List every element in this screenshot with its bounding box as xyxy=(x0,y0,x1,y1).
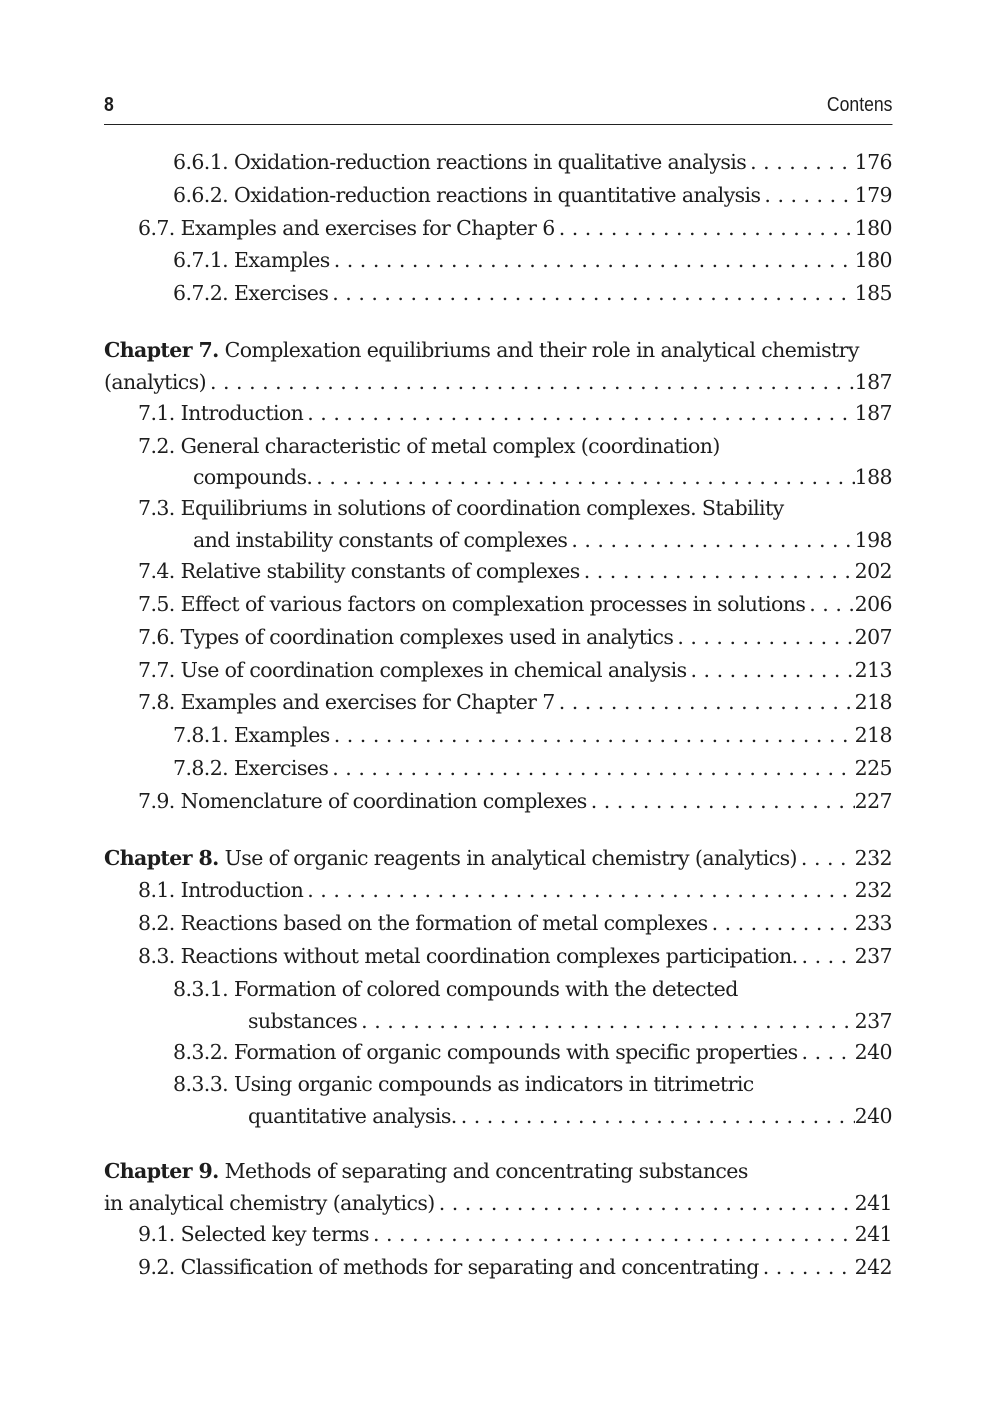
toc-chapter-entry[interactable] xyxy=(104,334,892,397)
entry-title: 7.7. Use of coordination complexes in chemical analysis xyxy=(138,657,687,682)
page-ref: 237 xyxy=(854,1008,892,1033)
dot-leader xyxy=(328,277,854,310)
entry-title: 7.5. Effect of various factors on complexation processes in solutions xyxy=(138,591,806,616)
dot-leader xyxy=(708,907,855,940)
toc-line xyxy=(104,1251,892,1284)
dot-leader xyxy=(587,785,855,818)
dot-leader xyxy=(369,1218,855,1251)
toc-line xyxy=(104,1006,892,1036)
toc-entry[interactable] xyxy=(104,430,892,493)
toc-entry[interactable] xyxy=(104,654,892,687)
toc-line xyxy=(104,525,892,555)
toc-line xyxy=(104,1101,892,1131)
dot-leader xyxy=(457,1101,855,1131)
toc-entry[interactable] xyxy=(104,621,892,654)
page-ref: 242 xyxy=(854,1254,892,1279)
toc-line xyxy=(104,244,892,277)
toc-line xyxy=(104,654,892,687)
page-ref: 179 xyxy=(854,182,892,207)
page-ref: 202 xyxy=(854,559,892,584)
page-ref: 188 xyxy=(854,465,892,490)
page-ref: 241 xyxy=(854,1190,892,1215)
toc-entry[interactable] xyxy=(104,785,892,818)
toc-line xyxy=(104,842,892,875)
running-header xyxy=(104,94,892,125)
dot-leader xyxy=(435,1188,855,1218)
dot-leader xyxy=(555,686,855,719)
entry-title: 7.3. Equilibriums in solutions of coordination complexes. Stability xyxy=(138,496,784,521)
toc-chapter-entry[interactable] xyxy=(104,842,892,875)
toc-line xyxy=(104,1218,892,1251)
toc-entry[interactable] xyxy=(104,277,892,310)
dot-leader xyxy=(330,719,855,752)
toc-line xyxy=(104,621,892,654)
page-ref: 185 xyxy=(854,281,892,306)
toc-line xyxy=(104,973,892,1006)
toc-line xyxy=(104,430,892,463)
toc-entry[interactable] xyxy=(104,1218,892,1251)
chapter-label: Chapter 7. xyxy=(104,337,219,362)
toc-entry[interactable] xyxy=(104,555,892,588)
toc-entry[interactable] xyxy=(104,1251,892,1284)
entry-title: 8.3.2. Formation of organic compounds with specific properties xyxy=(173,1039,798,1064)
page-number: 8 xyxy=(104,94,114,116)
toc-line xyxy=(104,686,892,719)
entry-title: 8.2. Reactions based on the formation of metal complexes xyxy=(138,911,708,936)
toc-entry[interactable] xyxy=(104,1068,892,1131)
toc-line xyxy=(104,1068,892,1101)
toc-entry[interactable] xyxy=(104,397,892,430)
page-ref: 187 xyxy=(854,369,892,394)
entry-title: compounds. xyxy=(193,465,313,490)
entry-title: Complexation equilibriums and their role in analytical chemistry xyxy=(218,337,859,362)
chapter-label: Chapter 9. xyxy=(104,1159,219,1184)
toc-line xyxy=(104,588,892,621)
toc-line xyxy=(104,555,892,588)
dot-leader xyxy=(555,212,855,245)
toc-entry[interactable] xyxy=(104,1036,892,1069)
entry-title: 6.6.1. Oxidation-reduction reactions in qualitative analysis xyxy=(173,150,747,174)
toc-line xyxy=(104,146,892,179)
entry-title: 7.8.1. Examples xyxy=(173,723,330,748)
toc-line xyxy=(104,1155,892,1188)
toc-chapter-entry[interactable] xyxy=(104,1155,892,1218)
entry-title: 7.2. General characteristic of metal complex (coordination) xyxy=(138,433,720,458)
dot-leader xyxy=(580,555,855,588)
dot-leader xyxy=(673,621,854,654)
entry-title: 7.4. Relative stability constants of complexes xyxy=(138,559,580,584)
entry-title: Methods of separating and concentrating substances xyxy=(218,1159,748,1184)
toc-entry[interactable] xyxy=(104,719,892,752)
page-ref: 180 xyxy=(854,248,892,273)
entry-title: 7.8. Examples and exercises for Chapter 7 xyxy=(138,690,555,715)
chapter-label: Chapter 8. xyxy=(104,845,219,870)
toc-line xyxy=(104,462,892,492)
page-ref: 232 xyxy=(854,878,892,903)
page-ref: 240 xyxy=(854,1039,892,1064)
page-ref: 207 xyxy=(854,624,892,649)
toc-entry[interactable] xyxy=(104,179,892,212)
toc-line xyxy=(104,1036,892,1069)
page-ref: 241 xyxy=(854,1221,892,1246)
dot-leader xyxy=(798,1036,855,1069)
entry-title: 7.9. Nomenclature of coordination complexes xyxy=(138,788,587,813)
toc-line xyxy=(104,277,892,310)
entry-title: 9.1. Selected key terms xyxy=(138,1221,369,1246)
toc-line xyxy=(104,1188,892,1218)
page-ref: 227 xyxy=(854,788,892,813)
dot-leader xyxy=(328,752,854,785)
dot-leader xyxy=(206,367,855,397)
toc-entry[interactable] xyxy=(104,752,892,785)
entry-title: substances xyxy=(248,1008,358,1033)
entry-title: and instability constants of complexes xyxy=(193,528,568,553)
toc-line xyxy=(104,367,892,397)
dot-leader xyxy=(567,525,854,555)
page-ref: 198 xyxy=(854,528,892,553)
entry-title: in analytical chemistry (analytics) xyxy=(104,1190,435,1215)
entry-title: 8.3.3. Using organic compounds as indicators in titrimetric xyxy=(173,1072,754,1097)
toc-entry[interactable] xyxy=(104,686,892,719)
dot-leader xyxy=(805,588,854,621)
toc-line xyxy=(104,334,892,367)
entry-title: 8.3. Reactions without metal coordination complexes participation. xyxy=(138,943,798,968)
entry-title: 8.1. Introduction xyxy=(138,878,304,903)
toc-line xyxy=(104,397,892,430)
toc-line xyxy=(104,907,892,940)
entry-title: 7.6. Types of coordination complexes used in analytics xyxy=(138,624,674,649)
dot-leader xyxy=(312,462,854,492)
dot-leader xyxy=(760,179,854,212)
page-ref: 218 xyxy=(854,690,892,715)
entry-title: 8.3.1. Formation of colored compounds with the detected xyxy=(173,976,738,1001)
page-ref: 233 xyxy=(854,911,892,936)
toc-line xyxy=(104,212,892,245)
toc-entry[interactable] xyxy=(104,146,892,179)
page-ref: 237 xyxy=(854,943,892,968)
entry-title: 6.7. Examples and exercises for Chapter 6 xyxy=(138,215,555,240)
running-title: Contens xyxy=(826,94,893,116)
dot-leader xyxy=(303,397,854,430)
page-ref: 206 xyxy=(854,591,892,616)
page-ref: 225 xyxy=(854,755,892,780)
dot-leader xyxy=(330,244,855,277)
entry-title: (analytics) xyxy=(104,369,206,394)
entry-title: 9.2. Classification of methods for separating and concentrating xyxy=(138,1254,759,1279)
dot-leader xyxy=(759,1251,855,1284)
entry-title: 6.7.2. Exercises xyxy=(173,281,329,306)
toc-line xyxy=(104,492,892,525)
toc-entry[interactable] xyxy=(104,940,892,973)
entry-title: 7.8.2. Exercises xyxy=(173,755,329,780)
page-ref: 232 xyxy=(854,845,892,870)
page-ref: 240 xyxy=(854,1104,892,1129)
toc-line xyxy=(104,752,892,785)
page-ref: 218 xyxy=(854,723,892,748)
toc-line xyxy=(104,785,892,818)
page-ref: 180 xyxy=(854,215,892,240)
toc-line xyxy=(104,179,892,212)
toc-line xyxy=(104,940,892,973)
entry-title: quantitative analysis. xyxy=(248,1104,457,1129)
toc-line xyxy=(104,874,892,907)
page-ref: 176 xyxy=(854,150,892,174)
toc-entry[interactable] xyxy=(104,244,892,277)
dot-leader xyxy=(357,1006,854,1036)
page-ref: 213 xyxy=(854,657,892,682)
toc-entry[interactable] xyxy=(104,212,892,245)
toc-line xyxy=(104,719,892,752)
page-ref: 187 xyxy=(854,400,892,425)
entry-title: 7.1. Introduction xyxy=(138,400,304,425)
dot-leader xyxy=(303,874,854,907)
table-of-contents xyxy=(104,146,892,1284)
toc-entry[interactable] xyxy=(104,973,892,1036)
dot-leader xyxy=(798,940,855,973)
entry-title: 6.7.1. Examples xyxy=(173,248,330,273)
entry-title: 6.6.2. Oxidation-reduction reactions in quantitative analysis xyxy=(173,182,761,207)
toc-entry[interactable] xyxy=(104,874,892,907)
dot-leader xyxy=(797,842,855,875)
dot-leader xyxy=(746,146,855,179)
toc-entry[interactable] xyxy=(104,907,892,940)
toc-entry[interactable] xyxy=(104,588,892,621)
toc-entry[interactable] xyxy=(104,492,892,555)
dot-leader xyxy=(687,654,855,687)
entry-title: Use of organic reagents in analytical chemistry (analytics) xyxy=(218,845,797,870)
